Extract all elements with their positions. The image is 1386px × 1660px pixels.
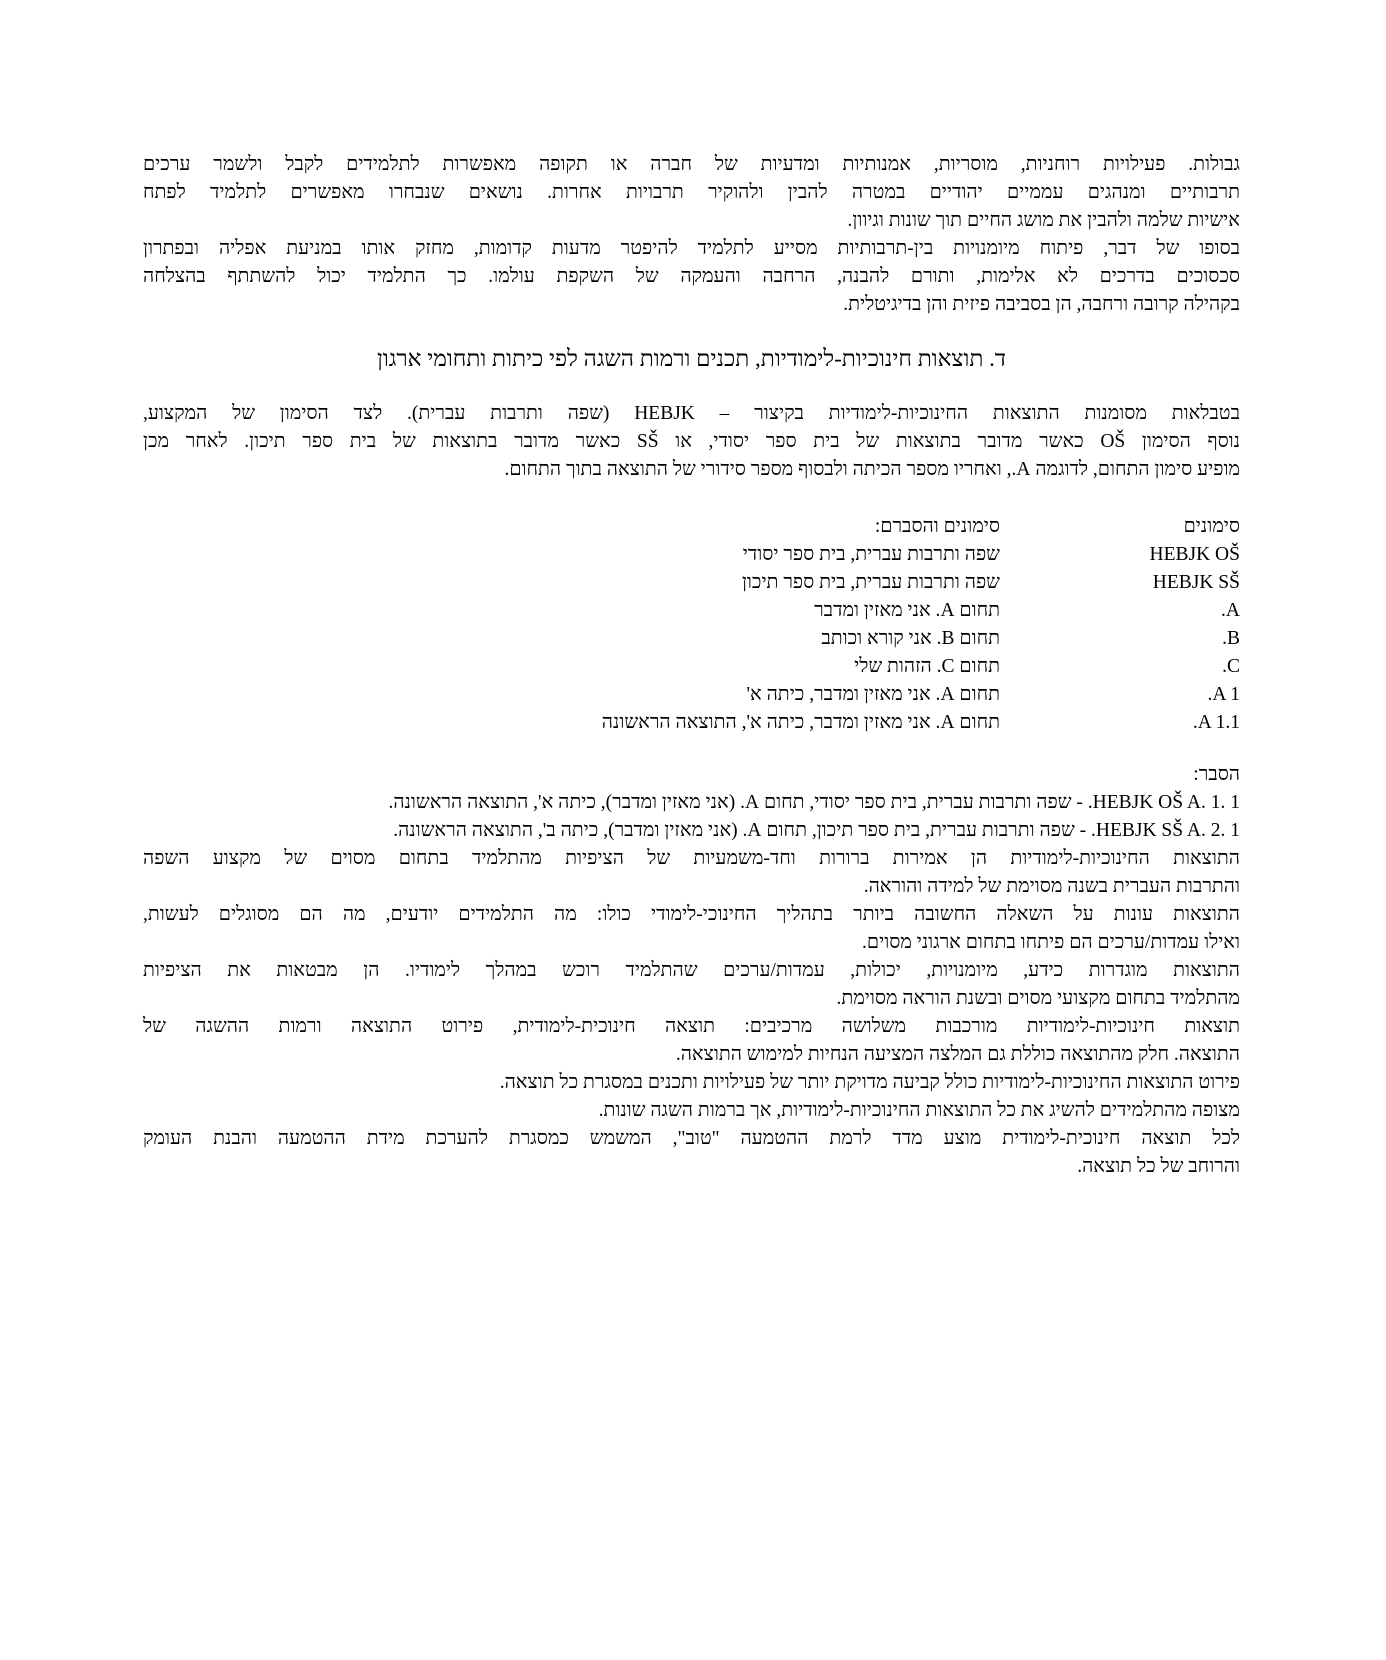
explanation-cell: תחום B. אני קורא וכותב [821,628,1000,649]
text-line: נוסף הסימון OŠ כאשר מדובר בתוצאות של בית ספר יסודי, או SŠ כאשר מדובר בתוצאות של בית ספר תיכון. לאחר מכן [143,431,1240,452]
text-line: HEBJK SŠ A. 2. 1. - שפה ותרבות עברית, בית ספר תיכון, תחום A. (אני מאזין ומדבר), כיתה ב', התוצאה הראשונה. [393,820,1240,841]
header-explanation: סימונים והסברם: [874,516,1000,537]
header-symbol: סימונים [1183,516,1240,537]
table-row [143,541,1240,569]
explanation-cell: תחום A. אני מאזין ומדבר, כיתה א', התוצאה הראשונה [601,712,1000,733]
table-row [143,569,1240,597]
table-row [143,709,1240,737]
text-line: גבולות. פעילויות רוחניות, מוסריות, אמנותיות ומדעיות של חברה או תקופה מאפשרות לתלמידים לקבל ולשמר ערכים [143,154,1240,175]
text-line: אישיות שלמה ולהבין את מושג החיים תוך שונות וגיוון. [847,210,1240,231]
text-line: והתרבות העברית בשנה מסוימת של למידה והוראה. [863,876,1240,897]
explanation-section [143,761,1240,1181]
text-line: בקהילה קרובה ורחבה, הן בסביבה פיזית והן בדיגיטלית. [843,294,1240,315]
text-line: סכסוכים בדרכים לא אלימות, ותורם להבנה, הרחבה והעמקה של השקפת עולמו. כך התלמיד יכול להשתתף בהצלחה [143,266,1240,287]
notation-intro [143,400,1240,484]
text-line: בטבלאות מסומנות התוצאות החינוכיות-לימודיות בקיצור – HEBJK (שפה ותרבות עברית). לצד הסימון של המקצוע, [143,403,1240,424]
symbol-cell: A 1.1. [1192,712,1240,733]
symbol-cell: HEBJK OŠ [1149,544,1240,565]
text-line: תוצאות חינוכיות-לימודיות מורכבות משלושה מרכיבים: תוצאה חינוכית-לימודית, פירוט התוצאה ורמות ההשגה של [143,1016,1240,1037]
explanation-cell: שפה ותרבות עברית, בית ספר תיכון [741,572,1000,593]
symbol-cell: A. [1221,600,1240,621]
text-line: והרוחב של כל תוצאה. [1077,1156,1240,1177]
text-line: מהתלמיד בתחום מקצועי מסוים ובשנת הוראה מסוימת. [836,988,1240,1009]
table-row [143,597,1240,625]
explanation-cell: תחום A. אני מאזין ומדבר, כיתה א' [746,684,1000,705]
text-line: מופיע סימון התחום, לדוגמה A., ואחריו מספר הכיתה ולבסוף מספר סידורי של התוצאה בתוך התחום. [504,459,1240,480]
table-row [143,653,1240,681]
text-line: HEBJK OŠ A. 1. 1. - שפה ותרבות עברית, בית ספר יסודי, תחום A. (אני מאזין ומדבר), כיתה א', התוצאה הראשונה. [388,792,1240,813]
table-row [143,625,1240,653]
table-row [143,681,1240,709]
symbol-cell: C. [1222,656,1240,677]
text-line: התוצאות עונות על השאלה החשובה ביותר בתהליך החינוכי-לימודי כולו: מה התלמידים יודעים, מה הם מסוגלים לעשות, [143,904,1240,925]
legend-table-header [143,513,1240,541]
text-line: בסופו של דבר, פיתוח מיומנויות בין-תרבותיות מסייע לתלמיד להיפטר מדעות קדומות, מחזק אותו במניעת אפליה ובפתרון [143,238,1240,259]
symbol-cell: A 1. [1207,684,1240,705]
text-line: מצופה מהתלמידים להשיג את כל התוצאות החינוכיות-לימודיות, אך ברמות השגה שונות. [598,1100,1240,1121]
symbol-cell: B. [1222,628,1240,649]
text-line: תרבותיים ומנהגים עממיים יהודיים במטרה להבין ולהוקיר תרבויות אחרות. נושאים שנבחרו מאפשרים לתלמיד לפתח [143,182,1240,203]
text-line: התוצאות החינוכיות-לימודיות הן אמירות ברורות וחד-משמעיות של הציפיות מהתלמיד בתחום מסוים של מקצוע השפה [143,848,1240,869]
intro-paragraphs [143,151,1240,319]
explanation-cell: תחום A. אני מאזין ומדבר [814,600,1000,621]
text-line: פירוט התוצאות החינוכיות-לימודיות כולל קביעה מדויקת יותר של פעילויות ותכנים במסגרת כל תוצאה. [499,1072,1240,1093]
symbol-cell: HEBJK SŠ [1152,572,1240,593]
explanation-cell: שפה ותרבות עברית, בית ספר יסודי [742,544,1000,565]
text-line: לכל תוצאה חינוכית-לימודית מוצע מדד לרמת ההטמעה "טוב", המשמש כמסגרת להערכת מידת ההטמעה והבנת העומק [143,1128,1240,1149]
explanation-cell: תחום C. הזהות שלי [854,656,1000,677]
text-line: ואילו עמדות/ערכים הם פיתחו בתחום ארגוני מסוים. [862,932,1240,953]
section-heading: ד. תוצאות חינוכיות-לימודיות, תכנים ורמות השגה לפי כיתות ותחומי ארגון [377,346,1006,371]
explanation-title: הסבר: [1193,764,1240,785]
text-line: התוצאות מוגדרות כידע, מיומנויות, יכולות, עמדות/ערכים שהתלמיד רוכש במהלך לימודיו. הן מבטאות את הציפיות [143,960,1240,981]
text-line: התוצאה. חלק מהתוצאה כוללת גם המלצה המציעה הנחיות למימוש התוצאה. [675,1044,1240,1065]
